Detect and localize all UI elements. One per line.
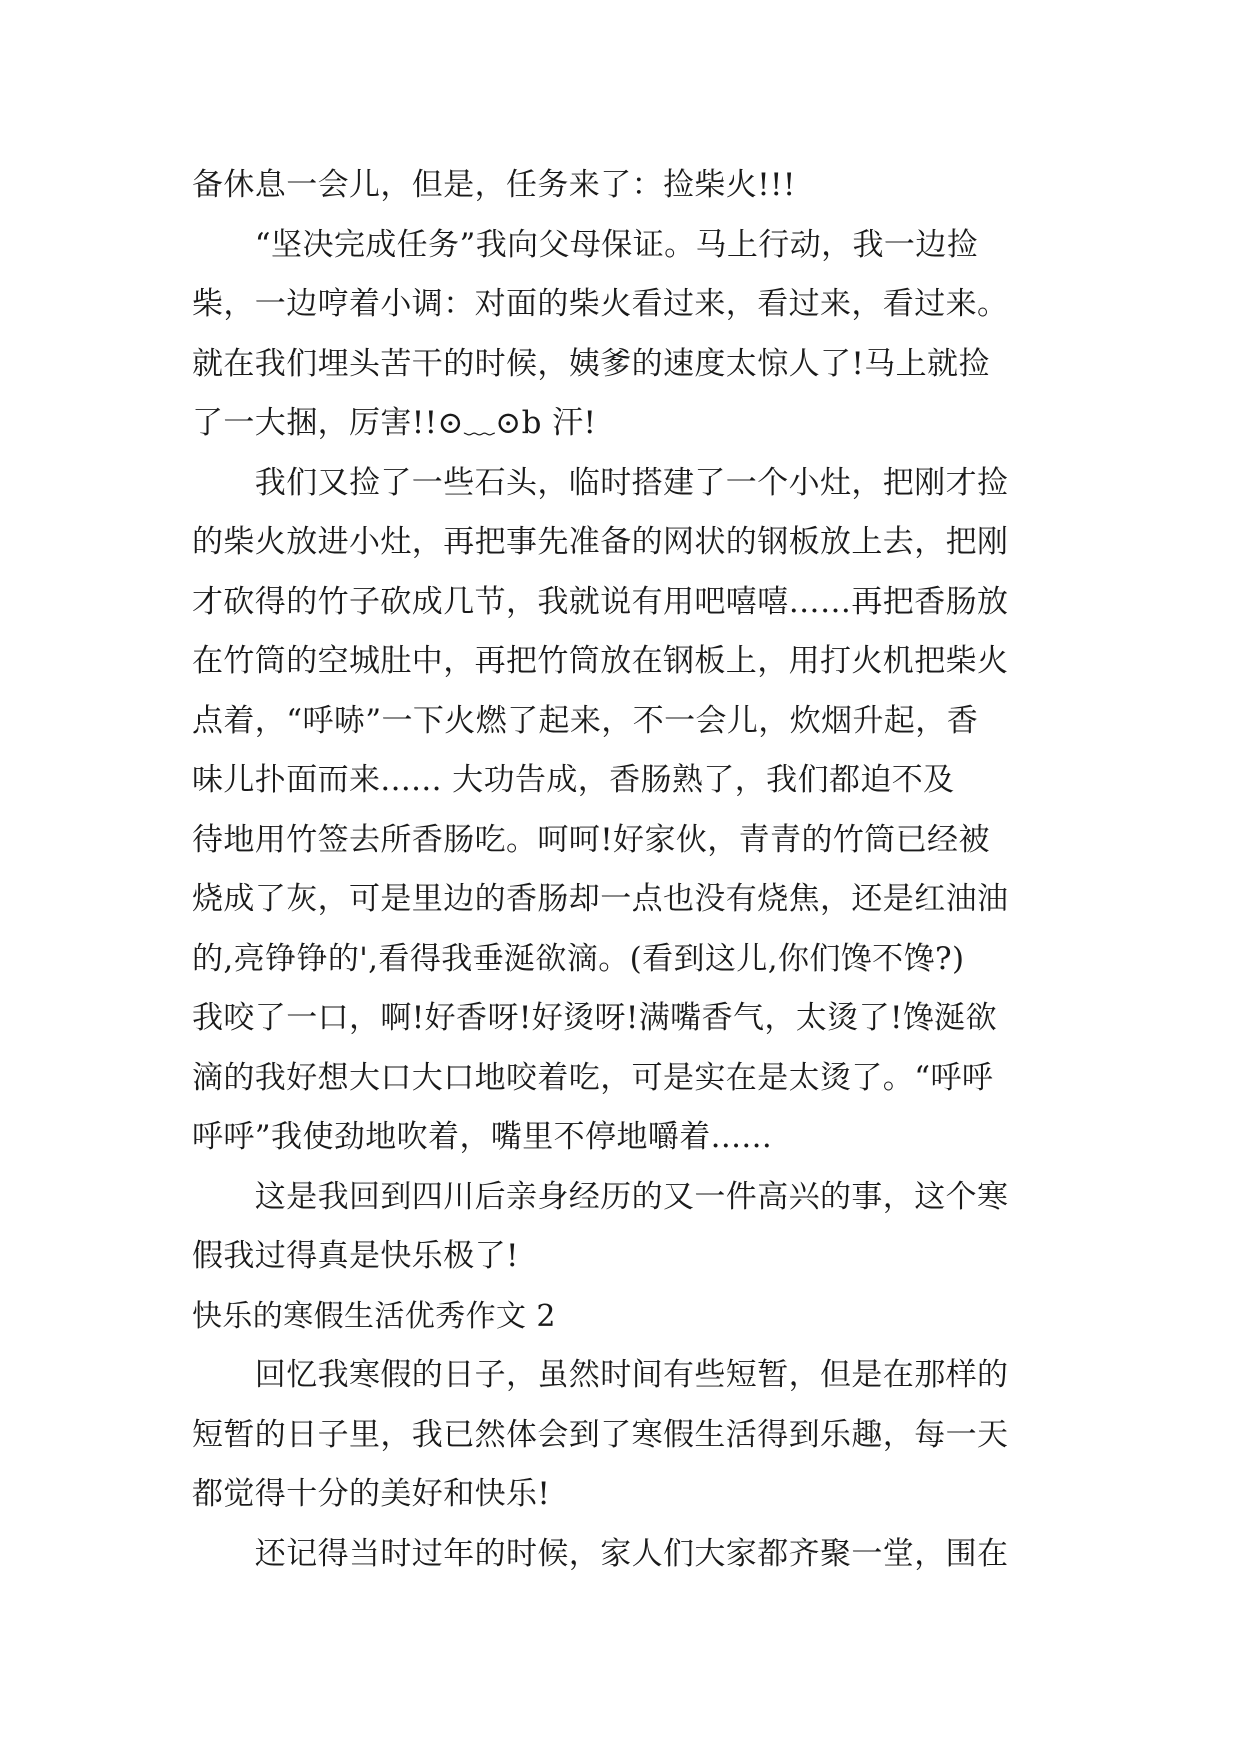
text-line: 待地用竹签去所香肠吃。呵呵!好家伙，青青的竹筒已经被 bbox=[192, 821, 990, 858]
text-line: 这是我回到四川后亲身经历的又一件高兴的事，这个寒 bbox=[192, 1178, 1009, 1215]
text-line: 短暂的日子里，我已然体会到了寒假生活得到乐趣，每一天 bbox=[192, 1416, 1009, 1453]
essay-text bbox=[192, 156, 1072, 1584]
text-line: 都觉得十分的美好和快乐! bbox=[192, 1476, 551, 1512]
text-line: 的,亮铮铮的',看得我垂涎欲滴。(看到这儿,你们馋不馋?) bbox=[192, 940, 965, 977]
section-heading: 快乐的寒假生活优秀作文 2 bbox=[192, 1298, 556, 1334]
text-line: 的柴火放进小灶，再把事先准备的网状的钢板放上去，把刚 bbox=[192, 524, 1009, 560]
text-line: 点着，“呼哧”一下火燃了起来，不一会儿，炊烟升起，香 bbox=[192, 702, 979, 739]
text-line: 回忆我寒假的日子，虽然时间有些短暂，但是在那样的 bbox=[192, 1357, 1009, 1393]
text-line: 味儿扑面而来...... 大功告成，香肠熟了，我们都迫不及 bbox=[192, 762, 955, 798]
text-line: 我们又捡了一些石头，临时搭建了一个小灶，把刚才捡 bbox=[192, 464, 1009, 501]
text-line: “坚决完成任务”我向父母保证。马上行动，我一边捡 bbox=[192, 226, 979, 263]
text-line: 我咬了一口，啊!好香呀!好烫呀!满嘴香气，太烫了!馋涎欲 bbox=[192, 1000, 998, 1036]
text-line: 还记得当时过年的时候，家人们大家都齐聚一堂，围在 bbox=[192, 1535, 1009, 1572]
text-line: 滴的我好想大口大口地咬着吃，可是实在是太烫了。“呼呼 bbox=[192, 1059, 994, 1096]
text-line: 就在我们埋头苦干的时候，姨爹的速度太惊人了!马上就捡 bbox=[192, 345, 990, 382]
text-line: 烧成了灰，可是里边的香肠却一点也没有烧焦，还是红油油 bbox=[192, 881, 1009, 917]
text-line: 才砍得的竹子砍成几节，我就说有用吧嘻嘻……再把香肠放 bbox=[192, 583, 1009, 620]
text-line: 呼呼”我使劲地吹着，嘴里不停地嚼着...... bbox=[192, 1119, 773, 1155]
text-line: 在竹筒的空城肚中，再把竹筒放在钢板上，用打火机把柴火 bbox=[192, 643, 1009, 679]
text-line: 了一大捆，厉害!!⊙﹏⊙b 汗! bbox=[192, 405, 597, 441]
text-line: 备休息一会儿，但是，任务来了：捡柴火!!! bbox=[192, 167, 796, 203]
text-line: 柴，一边哼着小调：对面的柴火看过来，看过来，看过来。 bbox=[192, 286, 1009, 322]
text-line: 假我过得真是快乐极了! bbox=[192, 1238, 519, 1274]
